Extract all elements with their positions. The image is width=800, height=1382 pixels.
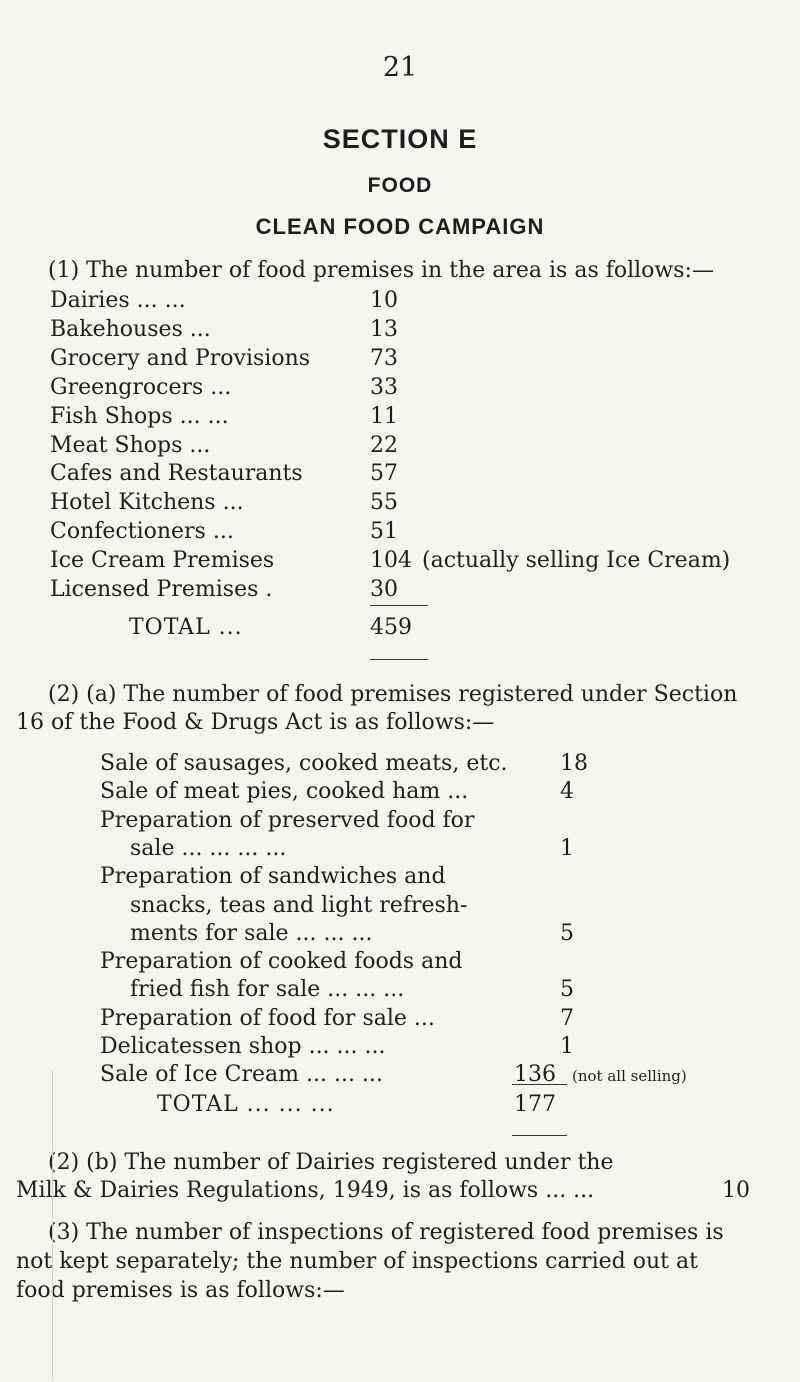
total2-rule-top <box>512 1084 567 1085</box>
subtitle: FOOD <box>367 174 433 197</box>
registration-label: ments for sale ... ... ... <box>130 921 373 946</box>
registration-count: 5 <box>560 921 574 946</box>
total-rule-top <box>370 605 428 606</box>
premises-label: Bakehouses ... <box>50 317 211 342</box>
registration-count: 1 <box>560 1034 574 1059</box>
registration-count: 4 <box>560 779 574 804</box>
registration-label: Sale of Ice Cream ... ... ... <box>100 1062 383 1087</box>
registration-label: fried fish for sale ... ... ... <box>130 977 405 1002</box>
premises-count: 73 <box>370 346 398 371</box>
premises-count: 104 <box>370 548 412 573</box>
part2a-total-label: TOTAL ... ... ... <box>157 1092 335 1117</box>
page-margin-shadow <box>52 1070 53 1380</box>
registration-label: Delicatessen shop ... ... ... <box>100 1034 386 1059</box>
premises-label: Hotel Kitchens ... <box>50 490 244 515</box>
part2b-value: 10 <box>722 1178 750 1203</box>
premises-count: 10 <box>370 288 398 313</box>
registration-label: snacks, teas and light refresh- <box>130 893 468 918</box>
registration-label: Sale of sausages, cooked meats, etc. <box>100 751 508 776</box>
registration-count: 18 <box>560 751 588 776</box>
premises-count: 33 <box>370 375 398 400</box>
premises-count: 13 <box>370 317 398 342</box>
part1-total-label: TOTAL ... <box>129 615 243 640</box>
premises-count: 57 <box>370 461 398 486</box>
part2b-line2: Milk & Dairies Regulations, 1949, is as follows ... ... <box>16 1178 595 1203</box>
premises-count: 51 <box>370 519 398 544</box>
registration-label: Preparation of preserved food for <box>100 808 475 833</box>
premises-count: 30 <box>370 577 398 602</box>
part2a-total-value: 177 <box>514 1092 556 1117</box>
registration-label: Sale of meat pies, cooked ham ... <box>100 779 469 804</box>
part1-intro: (1) The number of food premises in the area is as follows:— <box>48 258 714 283</box>
premises-label: Greengrocers ... <box>50 375 232 400</box>
premises-label: Cafes and Restaurants <box>50 461 303 486</box>
premises-label: Dairies ... ... <box>50 288 186 313</box>
premises-label: Fish Shops ... ... <box>50 404 229 429</box>
campaign-title: CLEAN FOOD CAMPAIGN <box>255 214 545 239</box>
part3-line1: (3) The number of inspections of registered food premises is <box>48 1220 724 1245</box>
registration-label: sale ... ... ... ... <box>130 836 287 861</box>
total2-rule-bottom <box>512 1135 567 1136</box>
registration-count: 5 <box>560 977 574 1002</box>
page-number: 21 <box>382 52 418 83</box>
section-title: SECTION E <box>322 124 478 154</box>
registration-count: 7 <box>560 1006 574 1031</box>
premises-label: Ice Cream Premises <box>50 548 275 573</box>
registration-label: Preparation of food for sale ... <box>100 1006 435 1031</box>
premises-label: Licensed Premises . <box>50 577 273 602</box>
premises-note: (actually selling Ice Cream) <box>422 548 731 573</box>
premises-count: 55 <box>370 490 398 515</box>
part3-line2: not kept separately; the number of inspections carried out at <box>16 1249 698 1274</box>
total-rule-bottom <box>370 659 428 660</box>
premises-label: Grocery and Provisions <box>50 346 311 371</box>
part2a-intro-line2: 16 of the Food & Drugs Act is as follows:— <box>16 710 495 735</box>
part3-line3: food premises is as follows:— <box>16 1278 345 1303</box>
part2a-intro-line1: (2) (a) The number of food premises registered under Section <box>48 682 738 707</box>
registration-count: 136 <box>514 1062 556 1087</box>
registration-label: Preparation of sandwiches and <box>100 864 446 889</box>
part2b-line1: (2) (b) The number of Dairies registered under the <box>48 1150 614 1175</box>
registration-label: Preparation of cooked foods and <box>100 949 463 974</box>
registration-note: (not all selling) <box>572 1067 687 1085</box>
premises-count: 22 <box>370 433 398 458</box>
premises-count: 11 <box>370 404 398 429</box>
part1-total-value: 459 <box>370 615 412 640</box>
premises-label: Meat Shops ... <box>50 433 211 458</box>
registration-count: 1 <box>560 836 574 861</box>
premises-label: Confectioners ... <box>50 519 234 544</box>
